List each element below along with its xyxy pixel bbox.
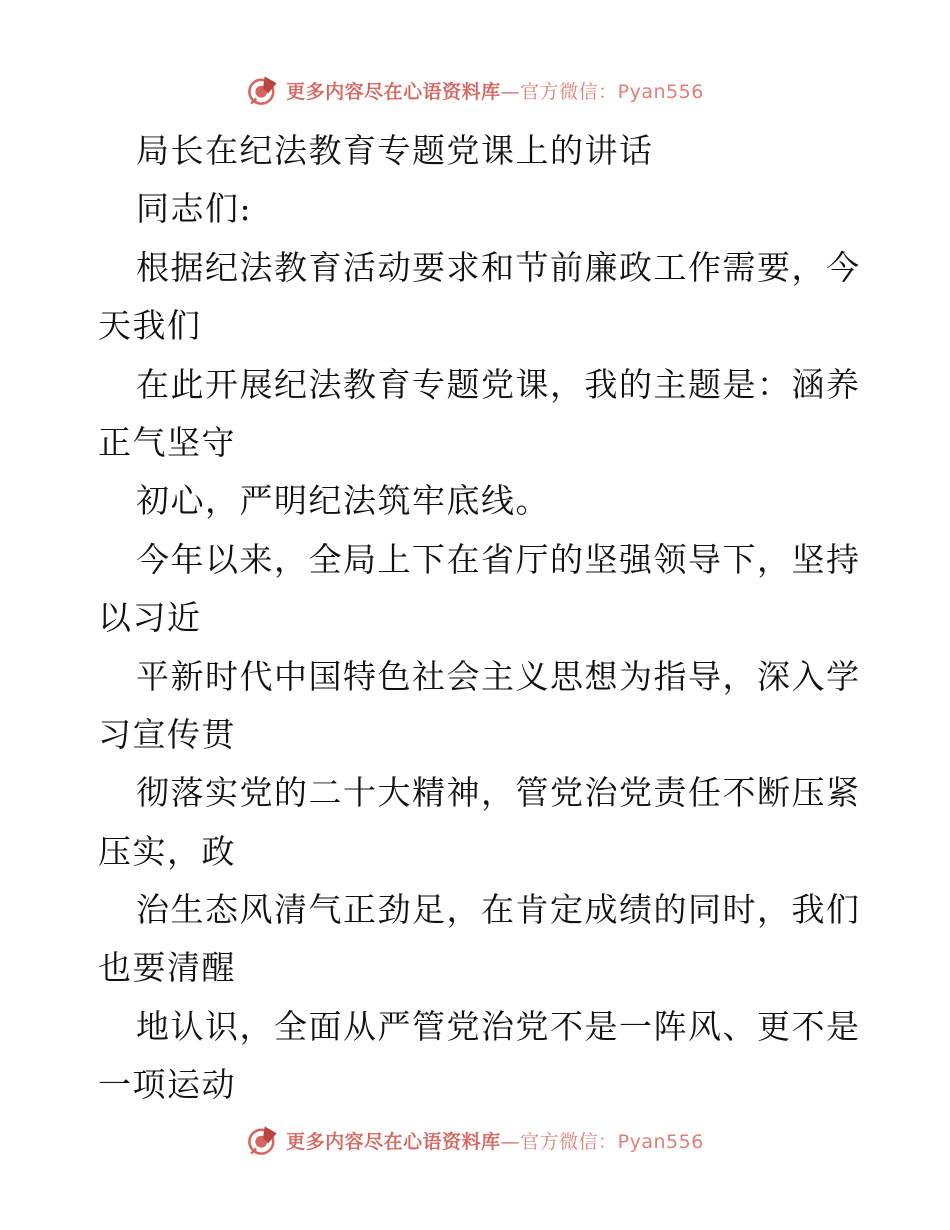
banner-label: 更多内容尽在心语资料库 [286, 1130, 501, 1153]
pen-logo-icon [246, 1123, 280, 1157]
document-body [98, 122, 861, 1115]
text-line: 天我们 [98, 306, 202, 346]
banner-text [286, 1127, 704, 1154]
footer-banner [0, 1120, 950, 1160]
banner-dash: — [500, 80, 521, 103]
text-line: 习宣传贯 [98, 714, 236, 754]
text-line: 治生态风清气正劲足，在肯定成绩的同时，我们 [136, 890, 861, 930]
text-line: 在此开展纪法教育专题党课，我的主题是：涵养 [136, 364, 861, 404]
text-line: 地认识，全面从严管党治党不是一阵风、更不是 [136, 1006, 861, 1046]
text-line: 初心，严明纪法筑牢底线。 [136, 481, 550, 521]
text-line: 根据纪法教育活动要求和节前廉政工作需要，今 [136, 247, 861, 287]
text-line: 局长在纪法教育专题党课上的讲话 [136, 131, 654, 170]
text-line: 平新时代中国特色社会主义思想为指导，深入学 [136, 656, 861, 696]
text-line: 彻落实党的二十大精神，管党治党责任不断压紧 [136, 773, 861, 813]
banner-wechat: 官方微信：Pyan556 [520, 1130, 704, 1153]
banner-wechat: 官方微信：Pyan556 [520, 80, 704, 103]
banner-label: 更多内容尽在心语资料库 [286, 80, 501, 103]
text-line: 也要清醒 [98, 948, 236, 988]
header-banner [0, 70, 950, 110]
text-line: 正气坚守 [98, 422, 236, 462]
text-line: 一项运动 [98, 1065, 236, 1105]
text-line: 以习近 [98, 598, 202, 638]
text-line: 同志们: [136, 189, 253, 229]
banner-dash: — [500, 1130, 521, 1153]
banner-text [286, 77, 704, 104]
pen-logo-icon [246, 73, 280, 107]
text-line: 压实，政 [98, 831, 236, 871]
text-line: 今年以来，全局上下在省厅的坚强领导下，坚持 [136, 539, 861, 579]
